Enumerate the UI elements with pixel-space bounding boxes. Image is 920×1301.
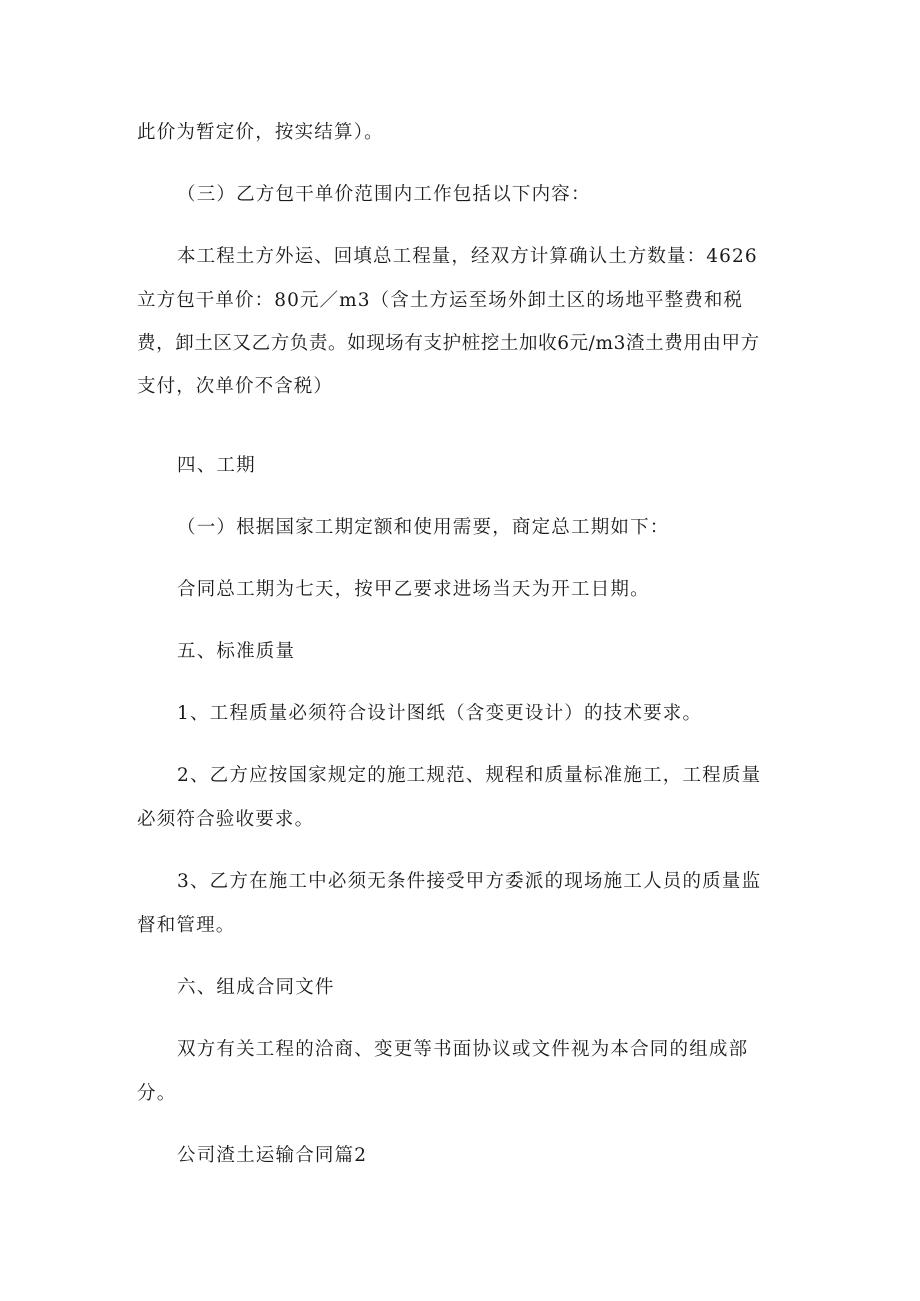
- text-line: （三）乙方包干单价范围内工作包括以下内容：: [177, 184, 591, 205]
- text-line: 3、乙方在施工中必须无条件接受甲方委派的现场施工人员的质量监: [177, 871, 762, 892]
- paragraph-contract-documents: [177, 1035, 827, 1065]
- text-line: 必须符合验收要求。: [137, 809, 315, 830]
- text-line: 支付，次单价不含税）: [137, 376, 334, 397]
- paragraph-schedule-intro: [177, 513, 827, 543]
- text-line: 立方包干单价：80元／m3（含土方运至场外卸土区的场地平整费和税: [137, 290, 744, 311]
- heading-section-5: [177, 637, 827, 667]
- heading-section-4: [177, 451, 827, 481]
- paragraph-earthwork-quantity-cont: [137, 286, 787, 402]
- paragraph-earthwork-quantity: [177, 242, 827, 272]
- heading-contract-part-2: [177, 1141, 827, 1171]
- paragraph-quality-3-cont: [137, 911, 787, 941]
- paragraph-contract-documents-cont: [137, 1079, 787, 1109]
- text-line: 分。: [137, 1083, 177, 1104]
- paragraph-quality-3: [177, 867, 827, 897]
- text-line: 1、工程质量必须符合设计图纸（含变更设计）的技术要求。: [177, 703, 703, 724]
- text-line: 双方有关工程的洽商、变更等书面协议或文件视为本合同的组成部: [177, 1039, 749, 1060]
- text-line: 费，卸土区又乙方负责。如现场有支护桩挖土加收6元/m3渣土费用由甲方: [137, 333, 760, 354]
- heading-section-6: [177, 973, 827, 1003]
- paragraph-quality-1: [177, 699, 827, 729]
- text-line: （一）根据国家工期定额和使用需要，商定总工期如下：: [177, 517, 670, 538]
- text-line: 六、组成合同文件: [177, 977, 335, 998]
- text-line: 督和管理。: [137, 915, 236, 936]
- text-line: 合同总工期为七天，按甲乙要求进场当天为开工日期。: [177, 579, 650, 600]
- text-line: 2、乙方应按国家规定的施工规范、规程和质量标准施工，工程质量: [177, 765, 762, 786]
- paragraph-quality-2-cont: [137, 805, 787, 835]
- text-line: 四、工期: [177, 455, 256, 476]
- paragraph-price-note: [137, 118, 787, 148]
- paragraph-quality-2: [177, 761, 827, 791]
- text-line: 此价为暂定价，按实结算）。: [137, 122, 384, 143]
- paragraph-section-3-heading: [177, 180, 827, 210]
- text-line: 五、标准质量: [177, 641, 296, 662]
- text-line: 本工程土方外运、回填总工程量，经双方计算确认土方数量：4626: [177, 246, 758, 267]
- text-line: 公司渣土运输合同篇2: [177, 1145, 368, 1166]
- paragraph-total-duration: [177, 575, 827, 605]
